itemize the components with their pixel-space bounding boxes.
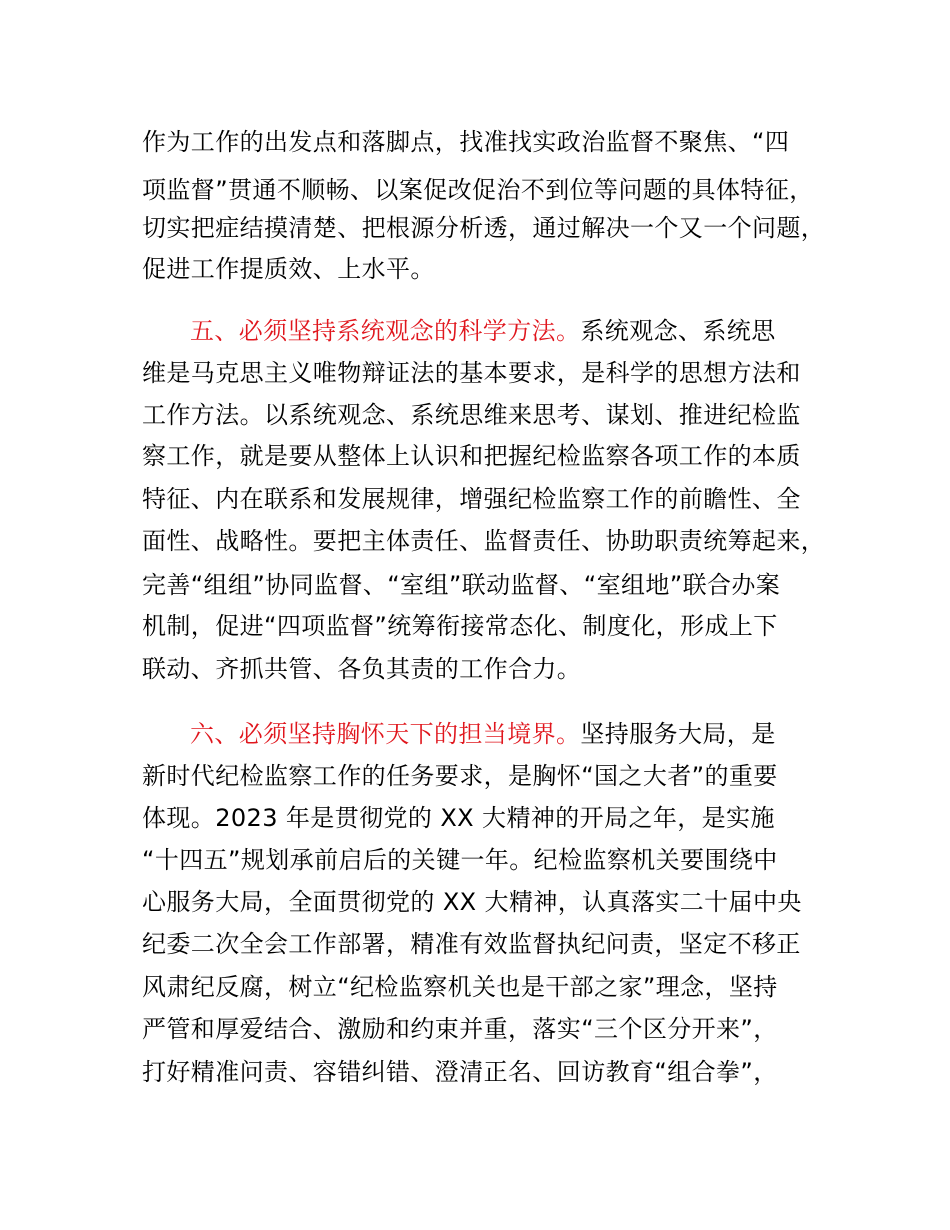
text-line: 项监督”贯通不顺畅、以案促改促治不到位等问题的具体特征， — [142, 176, 814, 204]
text-line: 作为工作的出发点和落脚点，找准找实政治监督不聚焦、“四 — [142, 128, 790, 156]
text-line: 联动、齐抓共管、各负其责的工作合力。 — [142, 655, 582, 683]
text-line: 机制，促进“四项监督”统筹衔接常态化、制度化，形成上下 — [142, 612, 778, 640]
text-line: 风肃纪反腐，树立“纪检监察机关也是干部之家”理念，坚持 — [142, 973, 778, 1001]
text-line: 面性、战略性。要把主体责任、监督责任、协助职责统筹起来， — [142, 527, 826, 555]
text-line: 新时代纪检监察工作的任务要求，是胸怀“国之大者”的重要 — [142, 762, 778, 790]
text-line: 促进工作提质效、上水平。 — [142, 255, 435, 283]
text-line: 体现。2023 年是贯彻党的 XX 大精神的开局之年，是实施 — [142, 804, 775, 832]
text-run: 坚持服务大局，是 — [580, 720, 776, 748]
text-line: 严管和厚爱结合、激励和约束并重，落实“三个区分开来”， — [142, 1015, 778, 1043]
text-run: 系统观念、系统思 — [580, 317, 776, 345]
text-line: 工作方法。以系统观念、系统思维来思考、谋划、推进纪检监 — [142, 401, 801, 429]
section-heading-five: 五、必须坚持系统观念的科学方法。 — [190, 317, 581, 345]
text-line: 切实把症结摸清楚、把根源分析透，通过解决一个又一个问题， — [142, 214, 826, 242]
text-line: 维是马克思主义唯物辩证法的基本要求，是科学的思想方法和 — [142, 359, 801, 387]
paragraph-heading-line — [190, 316, 776, 346]
text-line: 完善“组组”协同监督、“室组”联动监督、“室组地”联合办案 — [142, 571, 781, 599]
text-line: “十四五”规划承前启后的关键一年。纪检监察机关要围绕中 — [142, 846, 778, 874]
text-line: 打好精准问责、容错纠错、澄清正名、回访教育“组合拳”， — [142, 1058, 778, 1086]
paragraph-heading-line — [190, 719, 776, 749]
text-line: 纪委二次全会工作部署，精准有效监督执纪问责，坚定不移正 — [142, 930, 801, 958]
text-line: 心服务大局，全面贯彻党的 XX 大精神，认真落实二十届中央 — [142, 888, 802, 916]
text-line: 察工作，就是要从整体上认识和把握纪检监察各项工作的本质 — [142, 442, 801, 470]
text-line: 特征、内在联系和发展规律，增强纪检监察工作的前瞻性、全 — [142, 485, 801, 513]
section-heading-six: 六、必须坚持胸怀天下的担当境界。 — [190, 720, 581, 748]
